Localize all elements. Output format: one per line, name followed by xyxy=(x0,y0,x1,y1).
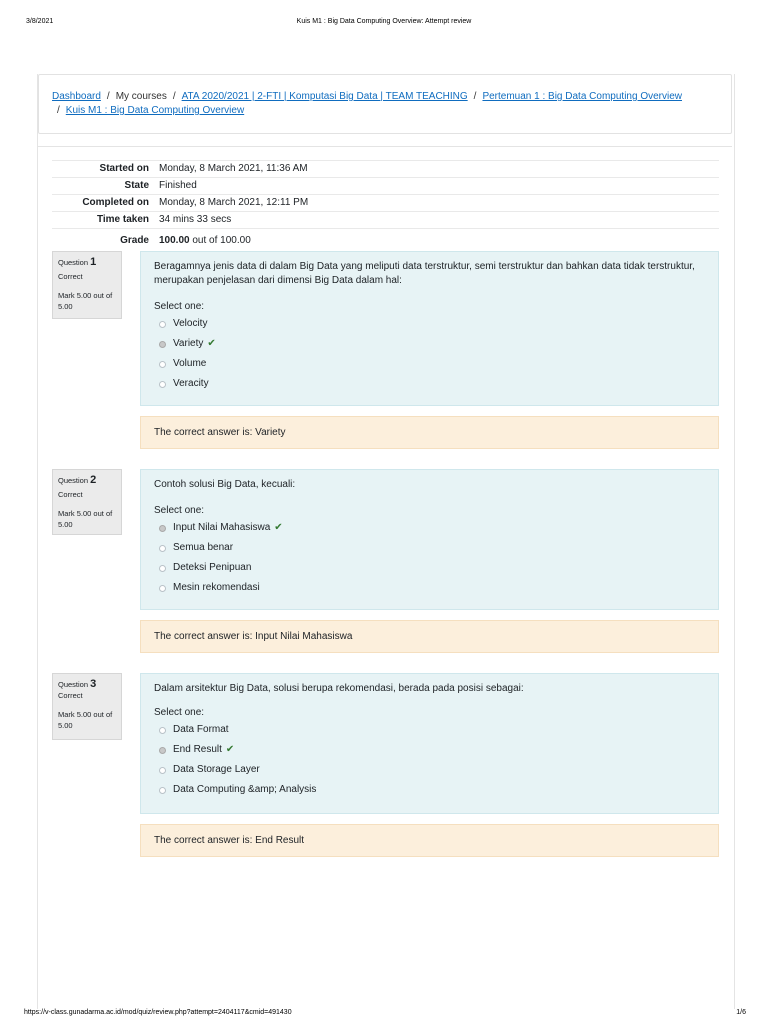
question-formulation xyxy=(140,673,719,814)
answer-option[interactable] xyxy=(154,578,705,598)
breadcrumb-dashboard-link[interactable]: Dashboard xyxy=(52,91,101,102)
answer-option[interactable] xyxy=(154,314,705,334)
question-status: Correct xyxy=(58,490,83,499)
question-status: Correct xyxy=(58,691,83,700)
breadcrumb-separator: / xyxy=(57,105,60,116)
answer-option[interactable] xyxy=(154,374,705,394)
correct-answer-feedback: The correct answer is: End Result xyxy=(140,824,719,857)
select-prompt: Select one: xyxy=(154,707,205,718)
breadcrumb-separator: / xyxy=(106,91,110,102)
question-text: Contoh solusi Big Data, kecuali: xyxy=(154,479,296,490)
print-page-number: 1/6 xyxy=(736,1009,746,1016)
answer-option[interactable] xyxy=(154,354,705,374)
summary-value: Monday, 8 March 2021, 11:36 AM xyxy=(159,163,308,174)
radio-button[interactable] xyxy=(159,727,166,734)
question-formulation xyxy=(140,469,719,610)
option-label: Veracity xyxy=(173,378,209,389)
option-label: End Result xyxy=(173,744,222,755)
correct-check-icon: ✔ xyxy=(225,744,235,755)
breadcrumb-section-link[interactable]: Pertemuan 1 : Big Data Computing Overview xyxy=(482,91,682,102)
answer-option[interactable] xyxy=(154,334,705,354)
summary-label: Started on xyxy=(99,163,149,174)
question-label: Question xyxy=(58,476,89,485)
correct-check-icon: ✔ xyxy=(207,338,216,349)
summary-label: Completed on xyxy=(82,197,149,208)
summary-value: 34 mins 33 secs xyxy=(159,214,232,225)
option-label: Variety xyxy=(173,338,204,349)
option-label: Volume xyxy=(173,358,207,369)
radio-button-selected[interactable] xyxy=(159,341,166,348)
grade-score: 100.00 xyxy=(159,235,190,246)
answer-option[interactable] xyxy=(154,538,705,558)
option-label: Velocity xyxy=(173,318,208,329)
summary-value: Monday, 8 March 2021, 12:11 PM xyxy=(159,197,309,208)
correct-check-icon: ✔ xyxy=(274,522,283,533)
option-label: Data Computing &amp; Analysis xyxy=(173,784,317,795)
summary-row-state xyxy=(52,177,719,194)
print-footer xyxy=(0,1009,768,1021)
option-label: Data Storage Layer xyxy=(173,764,260,775)
question-number: 1 xyxy=(90,256,97,268)
question-text: Dalam arsitektur Big Data, solusi berupa rekomendasi, berada pada posisi sebagai: xyxy=(154,683,524,694)
question-number: 3 xyxy=(90,678,97,690)
question-mark: Mark 5.00 out of 5.00 xyxy=(58,291,113,311)
radio-button[interactable] xyxy=(159,381,166,388)
select-prompt: Select one: xyxy=(154,301,205,312)
option-label: Semua benar xyxy=(173,542,234,553)
summary-row-time xyxy=(52,211,719,228)
select-prompt: Select one: xyxy=(154,505,205,516)
radio-button[interactable] xyxy=(159,767,166,774)
question-info xyxy=(52,251,122,319)
radio-button-selected[interactable] xyxy=(159,525,166,532)
print-date: 3/8/2021 xyxy=(26,18,54,25)
question-info xyxy=(52,673,122,740)
option-label: Deteksi Penipuan xyxy=(173,562,252,573)
summary-row-grade xyxy=(52,228,719,253)
breadcrumb-course-link[interactable]: ATA 2020/2021 | 2-FTI | Komputasi Big Data | TEAM TEACHING xyxy=(181,91,468,102)
option-label: Mesin rekomendasi xyxy=(173,582,260,593)
question-mark: Mark 5.00 out of 5.00 xyxy=(58,509,113,529)
question-number: 2 xyxy=(90,474,97,486)
option-label: Data Format xyxy=(173,724,229,735)
summary-value: Finished xyxy=(159,180,197,191)
question-label: Question xyxy=(58,680,89,689)
question-label: Question xyxy=(58,258,89,267)
breadcrumb-my-courses: My courses xyxy=(115,91,167,102)
question-formulation xyxy=(140,251,719,406)
answer-option[interactable] xyxy=(154,720,705,740)
radio-button-selected[interactable] xyxy=(159,747,166,754)
attempt-summary-table xyxy=(52,160,719,253)
radio-button[interactable] xyxy=(159,321,166,328)
radio-button[interactable] xyxy=(159,585,166,592)
summary-label: State xyxy=(124,180,149,191)
summary-value xyxy=(159,229,719,253)
radio-button[interactable] xyxy=(159,361,166,368)
print-title: Kuis M1 : Big Data Computing Overview: Attempt review xyxy=(296,18,472,25)
breadcrumb-separator: / xyxy=(172,91,176,102)
question-info xyxy=(52,469,122,535)
breadcrumb-separator: / xyxy=(473,91,477,102)
radio-button[interactable] xyxy=(159,545,166,552)
question-mark: Mark 5.00 out of 5.00 xyxy=(58,710,113,730)
answer-option[interactable] xyxy=(154,780,705,800)
print-url: https://v-class.gunadarma.ac.id/mod/quiz/review.php?attempt=2404117&cmid=491430 xyxy=(24,1009,292,1016)
grade-total: out of 100.00 xyxy=(189,235,251,246)
summary-row-started xyxy=(52,160,719,177)
answer-option[interactable] xyxy=(154,760,705,780)
answer-option[interactable] xyxy=(154,740,705,760)
print-header xyxy=(0,18,768,30)
question-text: Beragamnya jenis data di dalam Big Data yang meliputi data terstruktur, semi terstruktur dan bahkan data tidak terstruktur, merupakan penjelasan dari dimensi Big Data dalam hal: xyxy=(154,261,695,286)
question-status: Correct xyxy=(58,272,83,281)
radio-button[interactable] xyxy=(159,565,166,572)
correct-answer-feedback: The correct answer is: Variety xyxy=(140,416,719,449)
breadcrumb xyxy=(38,74,732,134)
option-label: Input Nilai Mahasiswa xyxy=(173,522,271,533)
radio-button[interactable] xyxy=(159,787,166,794)
summary-label: Time taken xyxy=(96,214,149,225)
correct-answer-feedback: The correct answer is: Input Nilai Mahasiswa xyxy=(140,620,719,653)
summary-row-completed xyxy=(52,194,719,211)
summary-label: Grade xyxy=(120,235,149,246)
answer-option[interactable] xyxy=(154,558,705,578)
breadcrumb-quiz-link[interactable]: Kuis M1 : Big Data Computing Overview xyxy=(65,105,245,116)
answer-option[interactable] xyxy=(154,518,705,538)
